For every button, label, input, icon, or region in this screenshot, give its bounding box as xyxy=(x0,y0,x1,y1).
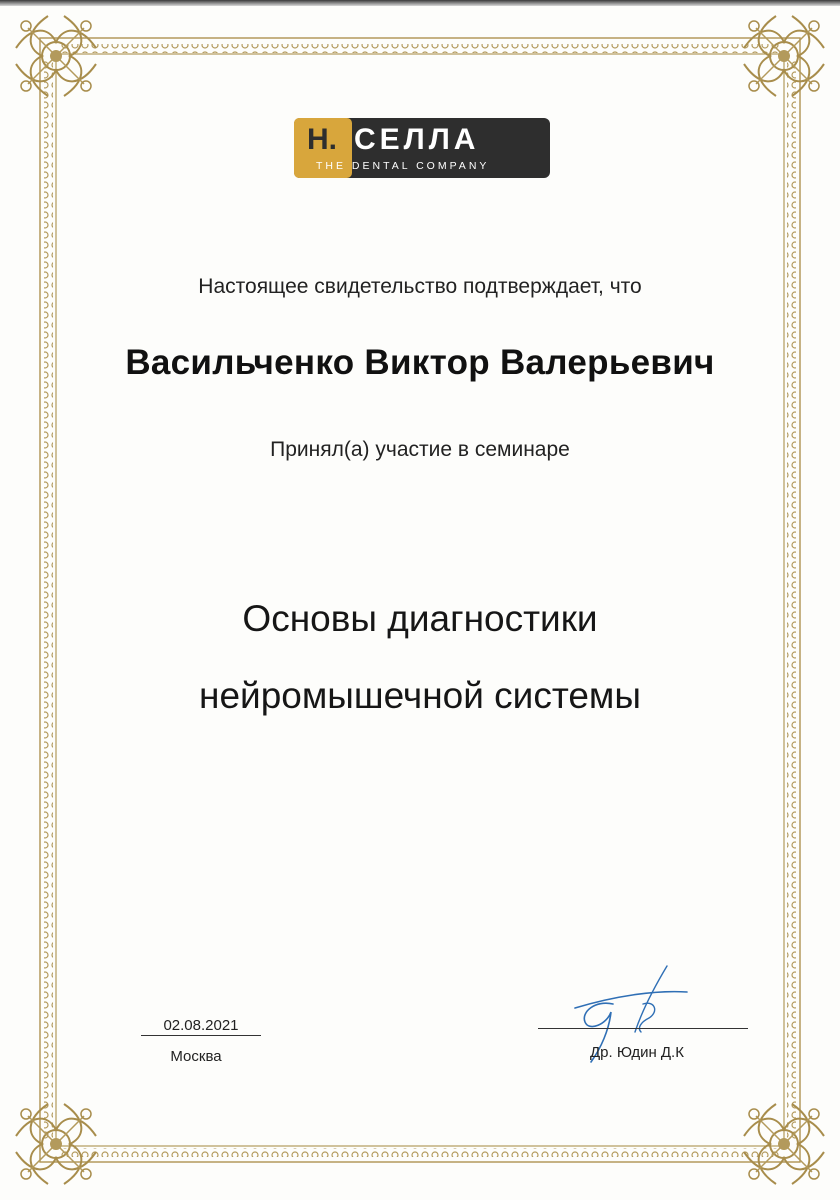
logo-mark: H. xyxy=(307,123,337,156)
logo-tagline: THE DENTAL COMPANY xyxy=(316,160,490,172)
signer-name: Др. Юдин Д.К xyxy=(590,1044,684,1061)
date-underline xyxy=(141,1035,261,1036)
seminar-title xyxy=(0,580,840,734)
company-logo xyxy=(294,118,550,178)
recipient-name: Васильченко Виктор Валерьевич xyxy=(125,343,715,382)
seminar-title-line-2: нейромышечной системы xyxy=(199,675,641,716)
certificate-intro: Настоящее свидетельство подтверждает, что xyxy=(198,275,642,298)
seminar-title-line-1: Основы диагностики xyxy=(242,598,598,639)
participation-text: Принял(а) участие в семинаре xyxy=(270,438,570,461)
signature-line xyxy=(538,1028,748,1029)
issue-date: 02.08.2021 xyxy=(163,1017,239,1034)
issue-city: Москва xyxy=(170,1048,222,1065)
logo-name: СЕЛЛА xyxy=(354,123,480,156)
